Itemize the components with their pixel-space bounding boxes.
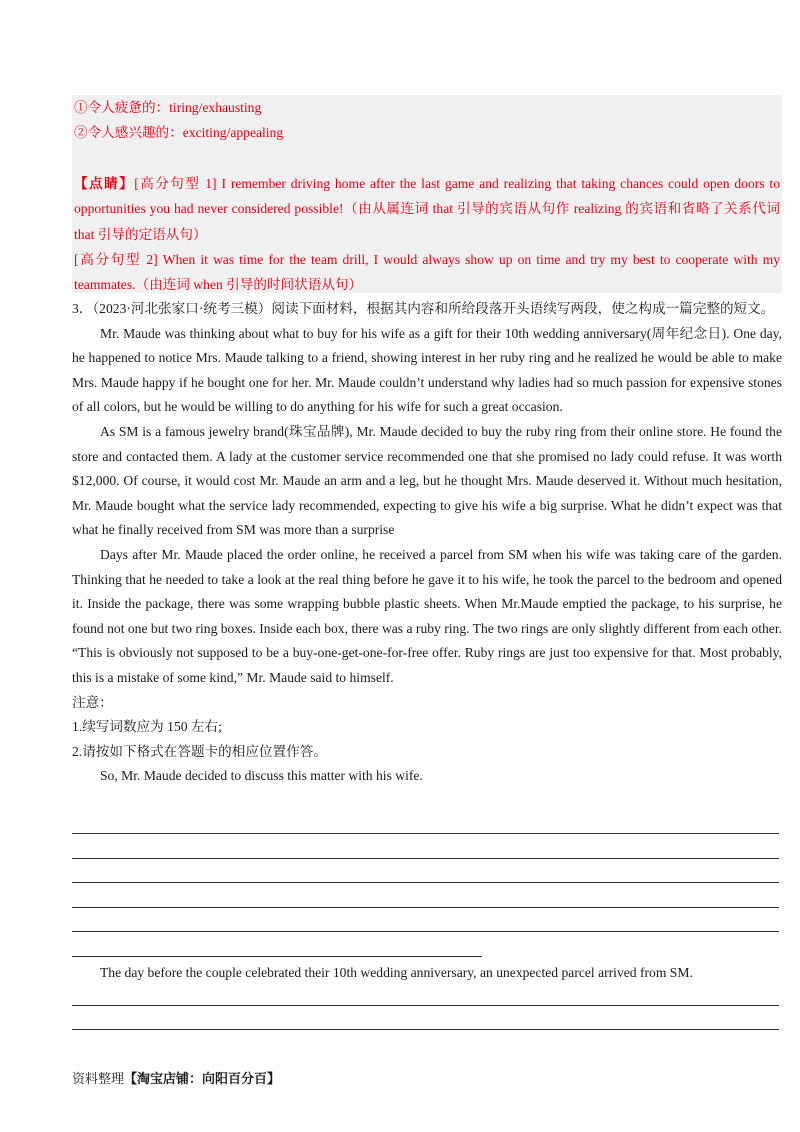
passage-paragraph-2: As SM is a famous jewelry brand(珠宝品牌), Mr. Maude decided to buy the ruby ring from their online store. He found the store and contacted them. A lady at the customer service recommended one that she promised no lady could refuse. It was worth $12,000. Of course, it would cost Mr. Maude an arm and a leg, but he thought Mrs. Maude deserved it. Without much hesitation, Mr. Maude bought what the service lady recommended, expecting to give his wife a big surprise. What he didn’t expect was that what he finally received from SM was more than a surprise — [72, 423, 782, 538]
answer-line[interactable] — [72, 1029, 779, 1030]
footer-shop: 【淘宝店铺：向阳百分百】 — [124, 1071, 281, 1086]
continuation-prompt-1: So, Mr. Maude decided to discuss this matter with his wife. — [100, 768, 423, 784]
answer-line[interactable] — [72, 1005, 779, 1006]
passage-paragraph-1: Mr. Maude was thinking about what to buy for his wife as a gift for their 10th wedding anniversary(周年纪念日). One day, he happened to notice Mrs. Maude talking to a friend, showing interest in her ruby ring and he realized he would be able to make Mrs. Maude happy if he bought one for her. Mr. Maude couldn’t understand why ladies had so much passion for expensive stones of all colors, but he would be willing to do anything for his wife for such a great occasion. — [72, 325, 782, 415]
dianjing-tag: 【点睛】 — [74, 175, 135, 191]
answer-line[interactable] — [72, 907, 779, 908]
question-body — [72, 297, 782, 789]
note-item-1: 1.续写词数应为 150 左右; — [72, 719, 222, 735]
answer-line[interactable] — [72, 882, 779, 883]
answer-line[interactable] — [72, 956, 482, 957]
footer-prefix: 资料整理 — [72, 1071, 125, 1086]
passage-paragraph-3: Days after Mr. Maude placed the order online, he received a parcel from SM when his wife was taking care of the garden. Thinking that he needed to take a look at the real thing before he gave it to his wife, he took the parcel to the bedroom and opened it. Inside the package, there was some wrapping bubble plastic sheets. When Mr.Maude emptied the package, to his surprise, he found not one but two ring boxes. Inside each box, there was a ruby ring. The two rings are only slightly different from each other. “This is obviously not supposed to be a buy-one-get-one-for-free offer. Ruby rings are just too expensive for that. Most probably, this is a mistake of some kind,” Mr. Maude said to himself. — [72, 546, 782, 685]
vocab-item-2: ②令人感兴趣的：exciting/appealing — [74, 125, 284, 141]
continuation-prompt-2: The day before the couple celebrated their 10th wedding anniversary, an unexpected parcel arrived from SM. — [100, 965, 693, 980]
answer-line[interactable] — [72, 931, 779, 932]
vocab-item-1: ①令人疲惫的：tiring/exhausting — [74, 100, 262, 115]
footer — [72, 1069, 280, 1089]
sentence-pattern-1: 【点睛】[高分句型 1] I remember driving home after the last game and realizing that taking chances could open doors to opportunities you had never considered possible!（由从属连词 that 引导的宾语从句作 realizing 的宾语和省略了关系代词 that 引导的定语从句） — [74, 175, 781, 242]
question-header: 3．（2023·河北张家口·统考三模）阅读下面材料，根据其内容和所给段落开头语续写两段，使之构成一篇完整的短文。 — [72, 301, 775, 316]
hint-box — [72, 95, 782, 293]
sentence-pattern-2: [高分句型 2] When it was time for the team drill, I would always show up on time and try my best to cooperate with my teammates.（由连词 when 引导的时间状语从句） — [74, 252, 780, 293]
note-item-2: 2.请按如下格式在答题卡的相应位置作答。 — [72, 743, 327, 759]
answer-line[interactable] — [72, 833, 779, 834]
answer-line[interactable] — [72, 858, 779, 859]
note-title: 注意： — [72, 694, 113, 710]
